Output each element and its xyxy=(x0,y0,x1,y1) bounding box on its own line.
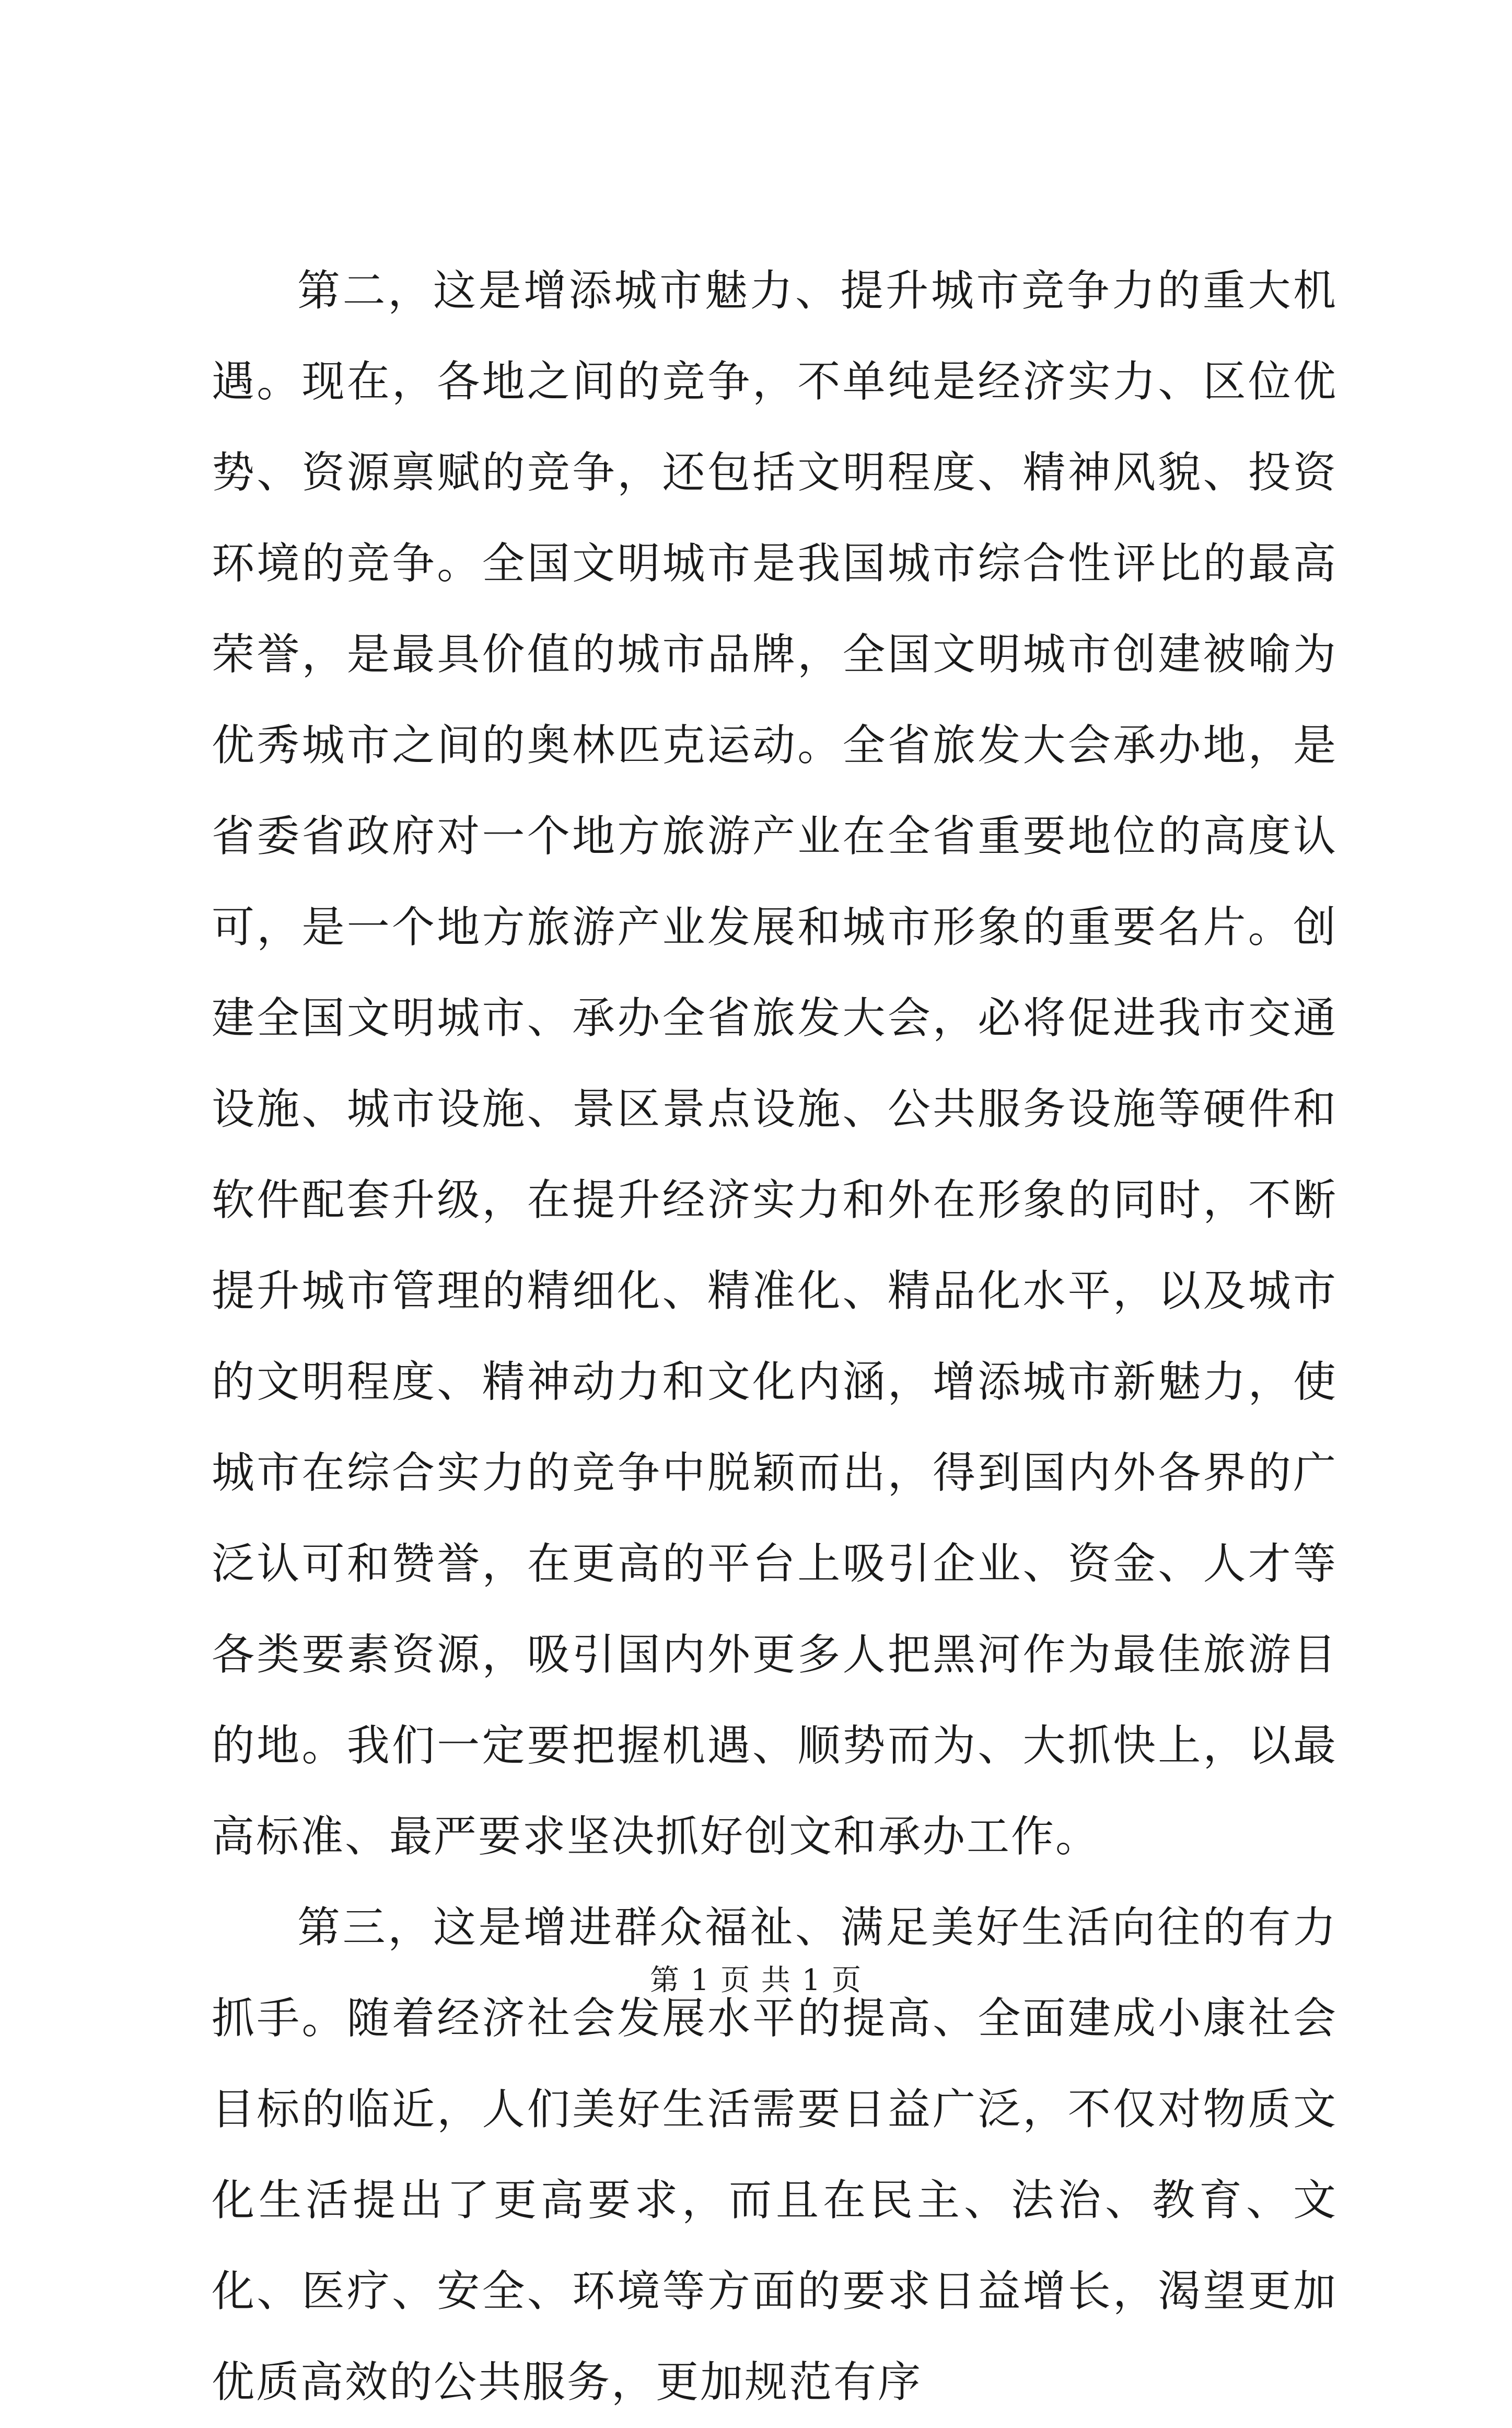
paragraph-1: 第二，这是增添城市魅力、提升城市竞争力的重大机遇。现在，各地之间的竞争，不单纯是经济实力、区位优势、资源禀赋的竞争，还包括文明程度、精神风貌、投资环境的竞争。全国文明城市是我国城市综合性评比的最高荣誉，是最具价值的城市品牌，全国文明城市创建被喻为优秀城市之间的奥林匹克运动。全省旅发大会承办地，是省委省政府对一个地方旅游产业在全省重要地位的高度认可，是一个地方旅游产业发展和城市形象的重要名片。创建全国文明城市、承办全省旅发大会，必将促进我市交通设施、城市设施、景区景点设施、公共服务设施等硬件和软件配套升级，在提升经济实力和外在形象的同时，不断提升城市管理的精细化、精准化、精品化水平，以及城市的文明程度、精神动力和文化内涵，增添城市新魅力，使城市在综合实力的竞争中脱颖而出，得到国内外各界的广泛认可和赞誉，在更高的平台上吸引企业、资金、人才等各类要素资源，吸引国内外更多人把黑河作为最佳旅游目的地。我们一定要把握机遇、顺势而为、大抓快上，以最高标准、最严要求坚决抓好创文和承办工作。 xyxy=(212,266,1337,1862)
paragraph-2: 第三，这是增进群众福祉、满足美好生活向往的有力抓手。随着经济社会发展水平的提高、全面建成小康社会目标的临近，人们美好生活需要日益广泛，不仅对物质文化生活提出了更高要求，而且在民主、法治、教育、文化、医疗、安全、环境等方面的要求日益增长，渴望更加优质高效的公共服务，更加规范有序 xyxy=(212,1903,1337,2407)
body-text xyxy=(212,246,1337,2428)
page-footer: 第 1 页 共 1 页 xyxy=(649,1963,863,1997)
